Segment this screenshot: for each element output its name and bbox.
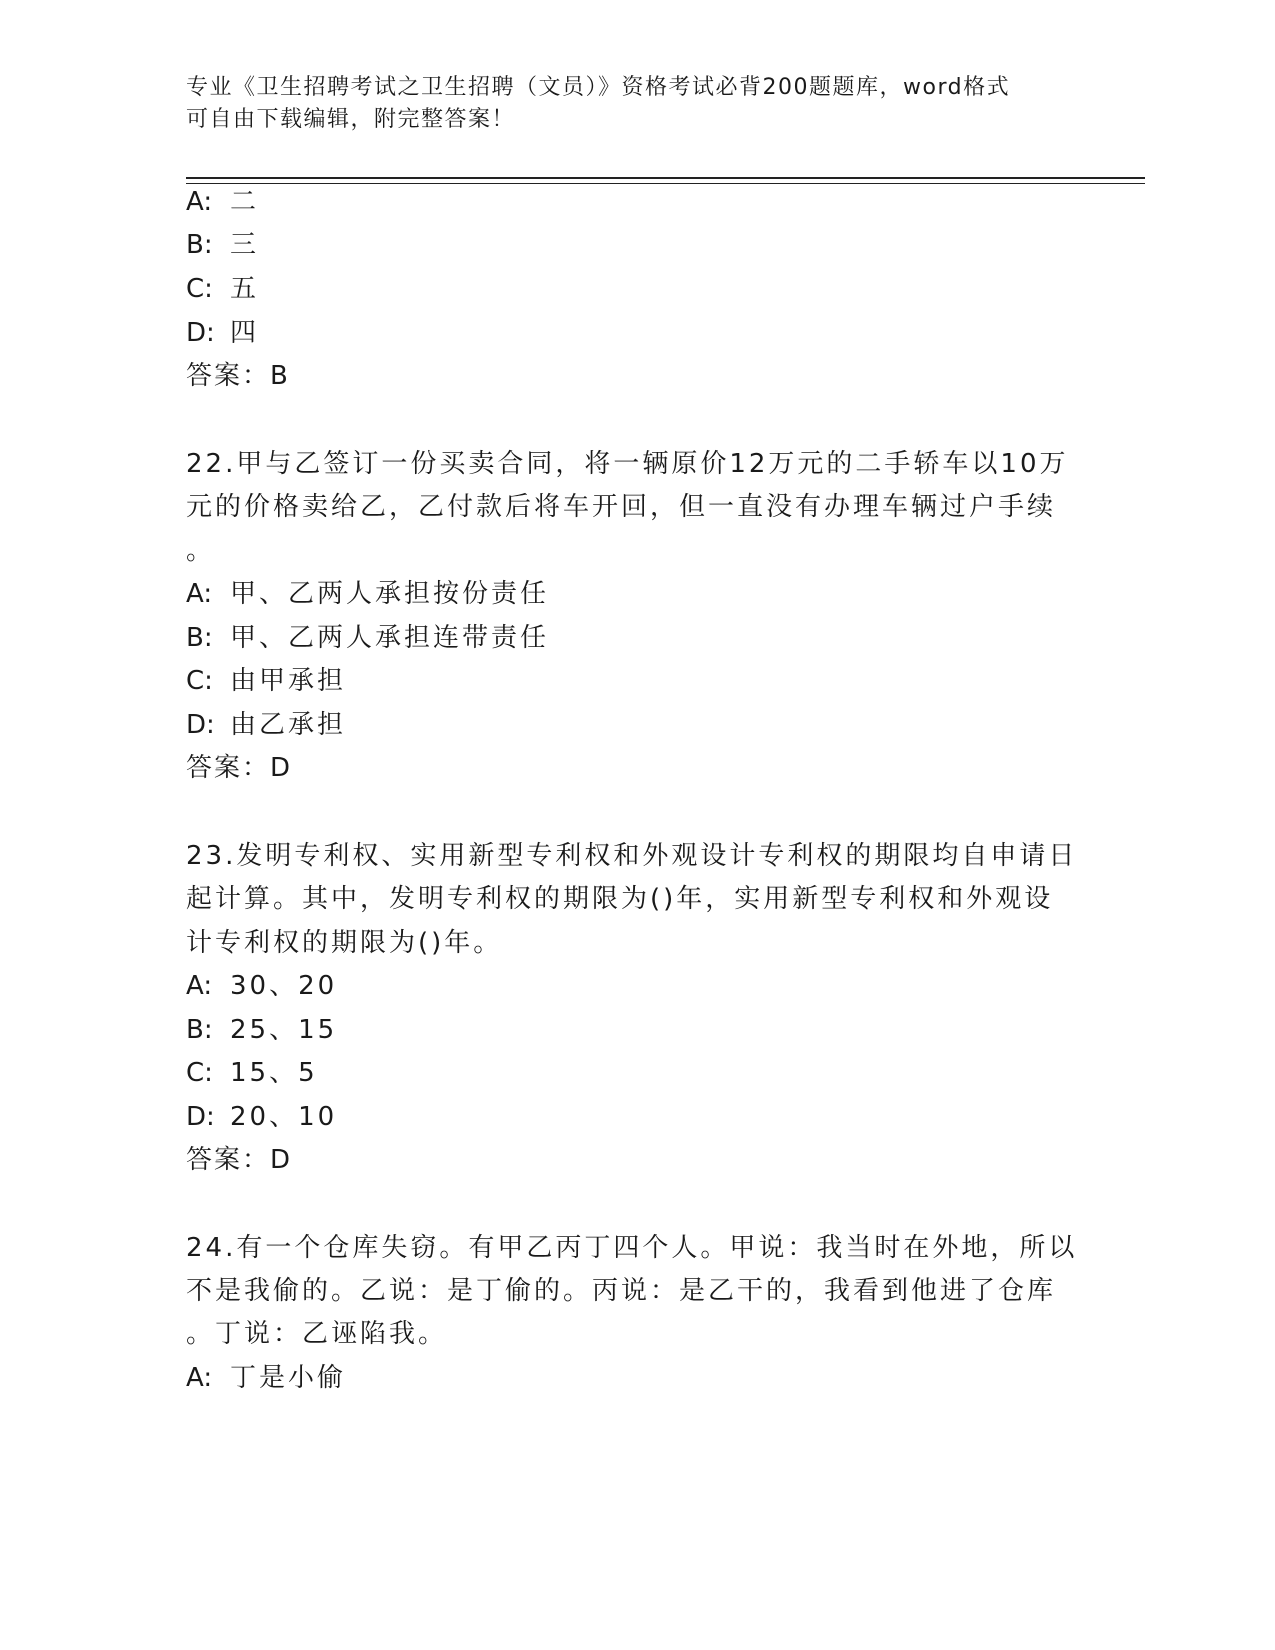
q22-stem-line-2: 元的价格卖给乙，乙付款后将车开回，但一直没有办理车辆过户手续	[186, 492, 1057, 522]
q22-option-b: B: 甲、乙两人承担连带责任	[186, 623, 550, 653]
q23-option-c: C: 15、5	[186, 1058, 318, 1088]
header-line-2: 可自由下载编辑，附完整答案！	[186, 107, 516, 132]
header-divider-thin	[186, 183, 1145, 184]
q22-option-c: C: 由甲承担	[186, 666, 347, 696]
q24-stem-line-3: 。丁说：乙诬陷我。	[186, 1319, 448, 1349]
q23-stem-line-2: 起计算。其中，发明专利权的期限为()年，实用新型专利权和外观设	[186, 884, 1054, 914]
q23-answer: 答案：D	[186, 1145, 293, 1175]
q22-stem-line-1: 22.甲与乙签订一份买卖合同，将一辆原价12万元的二手轿车以10万	[186, 449, 1069, 479]
q22-option-a: A: 甲、乙两人承担按份责任	[186, 579, 550, 609]
q22-option-d: D: 由乙承担	[186, 710, 347, 740]
q22-stem-line-3: 。	[186, 536, 216, 566]
header-divider-thick	[186, 177, 1145, 179]
q21-option-c: C: 五	[186, 274, 260, 304]
q23-option-d: D: 20、10	[186, 1102, 338, 1132]
q24-option-a: A: 丁是小偷	[186, 1363, 347, 1393]
q24-stem-line-1: 24.有一个仓库失窃。有甲乙丙丁四个人。甲说：我当时在外地，所以	[186, 1233, 1078, 1263]
q23-stem-line-3: 计专利权的期限为()年。	[186, 928, 503, 958]
header-line-1: 专业《卫生招聘考试之卫生招聘（文员）》资格考试必背200题题库，word格式	[186, 75, 1011, 100]
q23-option-b: B: 25、15	[186, 1015, 338, 1045]
q23-option-a: A: 30、20	[186, 971, 338, 1001]
q24-stem-line-2: 不是我偷的。乙说：是丁偷的。丙说：是乙干的，我看到他进了仓库	[186, 1276, 1057, 1306]
q21-option-d: D: 四	[186, 318, 260, 348]
q22-answer: 答案：D	[186, 753, 293, 783]
q21-answer: 答案：B	[186, 361, 290, 391]
q21-option-b: B: 三	[186, 230, 260, 260]
q23-stem-line-1: 23.发明专利权、实用新型专利权和外观设计专利权的期限均自申请日	[186, 841, 1078, 871]
document-header	[186, 72, 1066, 136]
q21-option-a: A: 二	[186, 187, 260, 217]
